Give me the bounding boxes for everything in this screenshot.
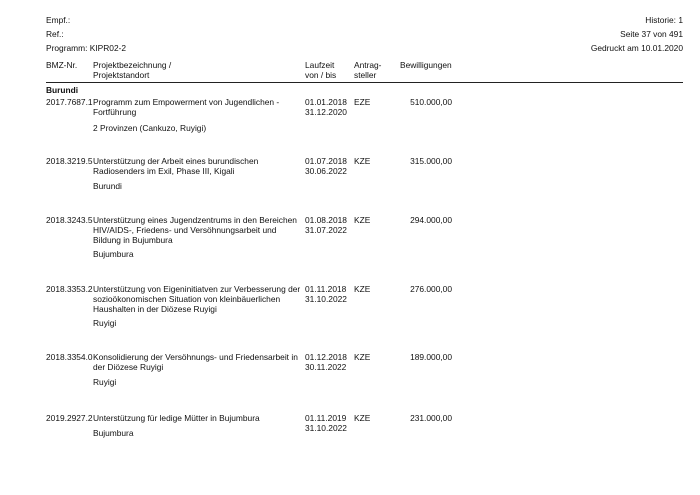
column-header-antragsteller-line1: Antrag- [354, 60, 382, 70]
project-title-line: HIV/AIDS-, Friedens- und Versöhnungsarbeit und [93, 225, 277, 235]
laufzeit-bis: 30.06.2022 [305, 166, 347, 176]
empf-label: Empf.: [46, 15, 71, 25]
column-header-title-line2: Projektstandort [93, 70, 150, 80]
bewilligung-amount: 294.000,00 [410, 215, 452, 225]
project-title-line: Unterstützung für ledige Mütter in Bujumbura [93, 413, 260, 423]
print-date: Gedruckt am 10.01.2020 [590, 43, 683, 53]
project-location: 2 Provinzen (Cankuzo, Ruyigi) [93, 123, 207, 133]
project-location: Burundi [93, 181, 122, 191]
laufzeit-bis: 30.11.2022 [305, 362, 347, 372]
project-title-line: Fortführung [93, 107, 137, 117]
page-number: Seite 37 von 491 [620, 29, 683, 39]
antragsteller: KZE [354, 215, 371, 225]
ref-label: Ref.: [46, 29, 64, 39]
laufzeit-bis: 31.10.2022 [305, 423, 347, 433]
laufzeit-von: 01.11.2019 [305, 413, 347, 423]
antragsteller: KZE [354, 284, 371, 294]
project-title-line: Konsolidierung der Versöhnungs- und Friedensarbeit in [93, 352, 298, 362]
bmz-number: 2019.2927.2 [46, 413, 93, 423]
header-divider [46, 82, 683, 83]
project-location: Bujumbura [93, 428, 134, 438]
bmz-number: 2017.7687.1 [46, 97, 93, 107]
bmz-number: 2018.3243.5 [46, 215, 93, 225]
laufzeit-von: 01.11.2018 [305, 284, 347, 294]
column-header-bewilligungen: Bewilligungen [400, 60, 452, 70]
bmz-number: 2018.3354.0 [46, 352, 93, 362]
bewilligung-amount: 231.000,00 [410, 413, 452, 423]
bmz-number: 2018.3353.2 [46, 284, 93, 294]
laufzeit-bis: 31.10.2022 [305, 294, 347, 304]
column-header-title-line1: Projektbezeichnung / [93, 60, 172, 70]
country-heading: Burundi [46, 85, 79, 95]
project-location: Ruyigi [93, 377, 117, 387]
laufzeit-von: 01.12.2018 [305, 352, 347, 362]
project-title-line: der Diözese Ruyigi [93, 362, 164, 372]
antragsteller: KZE [354, 352, 371, 362]
column-header-bmz: BMZ-Nr. [46, 60, 78, 70]
laufzeit-von: 01.08.2018 [305, 215, 347, 225]
project-title-line: Radiosenders im Exil, Phase III, Kigali [93, 166, 235, 176]
project-location: Ruyigi [93, 318, 117, 328]
project-title-line: Bildung in Bujumbura [93, 235, 173, 245]
laufzeit-bis: 31.12.2020 [305, 107, 347, 117]
bmz-number: 2018.3219.5 [46, 156, 93, 166]
bewilligung-amount: 189.000,00 [410, 352, 452, 362]
programm-label: Programm: KIPR02-2 [46, 43, 127, 53]
bewilligung-amount: 315.000,00 [410, 156, 452, 166]
antragsteller: KZE [354, 156, 371, 166]
antragsteller: KZE [354, 413, 371, 423]
laufzeit-bis: 31.07.2022 [305, 225, 347, 235]
project-title-line: Programm zum Empowerment von Jugendlichen - [93, 97, 280, 107]
bewilligung-amount: 510.000,00 [410, 97, 452, 107]
column-header-laufzeit-line1: Laufzeit [305, 60, 335, 70]
antragsteller: EZE [354, 97, 371, 107]
project-title-line: sozioökonomischen Situation von kleinbäuerlichen [93, 294, 281, 304]
project-title-line: Unterstützung von Eigeninitiatven zur Verbesserung der [93, 284, 301, 294]
project-location: Bujumbura [93, 249, 134, 259]
project-title-line: Unterstützung der Arbeit eines burundischen [93, 156, 259, 166]
laufzeit-von: 01.07.2018 [305, 156, 347, 166]
historie-label: Historie: 1 [645, 15, 683, 25]
laufzeit-von: 01.01.2018 [305, 97, 347, 107]
project-title-line: Haushalten in der Diözese Ruyigi [93, 304, 217, 314]
bewilligung-amount: 276.000,00 [410, 284, 452, 294]
column-header-antragsteller-line2: steller [354, 70, 377, 80]
column-header-laufzeit-line2: von / bis [305, 70, 337, 80]
project-title-line: Unterstützung eines Jugendzentrums in den Bereichen [93, 215, 297, 225]
